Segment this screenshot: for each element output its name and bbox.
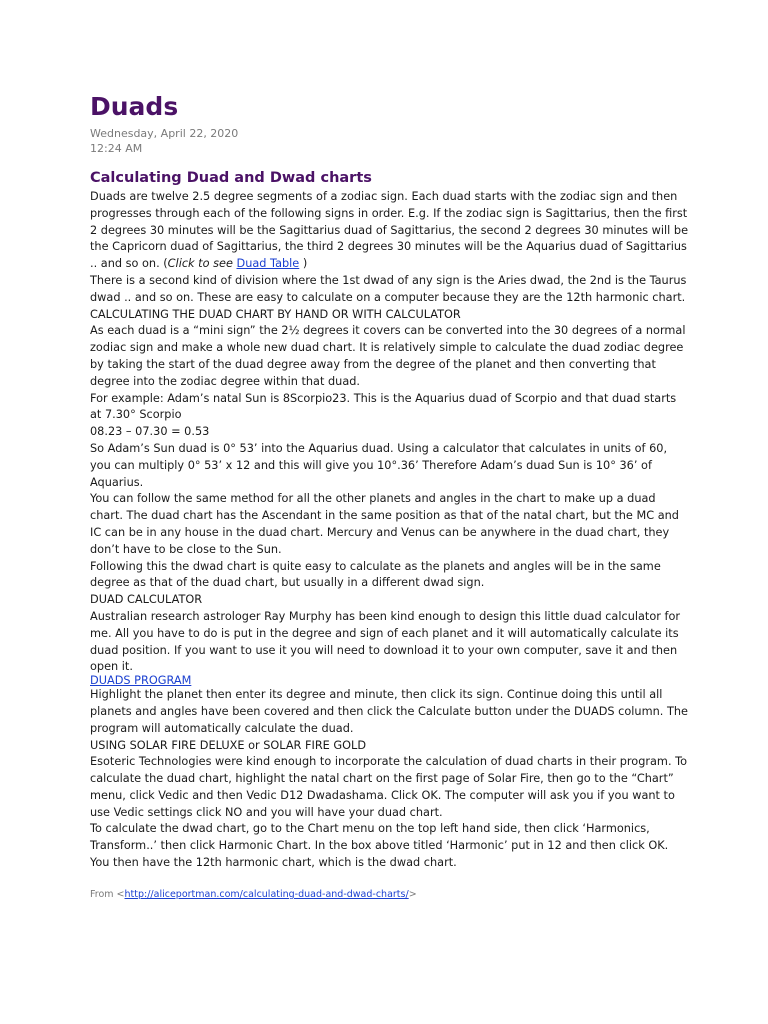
paragraph-intro-text: Duads are twelve 2.5 degree segments of a zodiac sign. Each duad starts with the zodiac sign and then progresses through each of the following signs in order. E.g. If the zodiac sign is Sagittarius, then the first 2 degrees 30 minutes will be the Sagittarius duad of Sagittarius, the second 2 degrees 30 minutes will be the Capricorn duad of Sagittarius, the third 2 degrees 30 minutes will be the Aquarius duad of Sagittarius .. and so on. ( [90,190,689,271]
paragraph-method: You can follow the same method for all the other planets and angles in the chart to make up a duad chart. The duad chart has the Ascendant in the same position as that of the natal chart, but the MC and IC can be in any house in the duad chart. Mercury and Venus can be anywhere in the duad chart, they don’t have to be close to the Sun. [90,492,679,556]
paragraph-dwad: There is a second kind of division where the 1st dwad of any sign is the Aries dwad, the 2nd is the Taurus dwad .. and so on. These are easy to calculate on a computer because they are the 12th harmonic chart. [90,273,687,304]
note-date: Wednesday, April 22, 2020 [90,127,239,140]
source-suffix: > [408,888,417,900]
paragraph-example: For example: Adam’s natal Sun is 8Scorpio23. This is the Aquarius duad of Scorpio and that duad starts at 7.30° Scorpio [90,391,677,422]
paragraph-intro [90,189,690,273]
page-title: Duads [90,92,179,121]
source-link[interactable]: http://aliceportman.com/calculating-duad-and-dwad-charts/ [124,888,409,900]
source-line [90,888,690,901]
note-time: 12:24 AM [90,142,143,155]
paragraph-ray-murphy: Australian research astrologer Ray Murphy has been kind enough to design this little duad calculator for me. All you have to do is put in the degree and sign of each planet and it will automatically calculate its duad position. If you want to use it you will need to download it to your own computer, save it and then open it. [90,609,681,674]
heading-solar-fire: USING SOLAR FIRE DELUXE or SOLAR FIRE GOLD [90,738,367,752]
paragraph-dwad-chart: Following this the dwad chart is quite easy to calculate as the planets and angles will be in the same degree as that of the duad chart, but usually in a different dwad sign. [90,559,661,590]
source-prefix: From < [90,888,125,900]
heading-by-hand: CALCULATING THE DUAD CHART BY HAND OR WITH CALCULATOR [90,307,461,321]
note-page [90,88,690,901]
paragraph-subtraction: 08.23 – 07.30 = 0.53 [90,425,210,439]
section-heading: Calculating Duad and Dwad charts [90,170,372,186]
paragraph-mini-sign: As each duad is a “mini sign” the 2½ degrees it covers can be converted into the 30 degrees of a normal zodiac sign and make a whole new duad chart. It is relatively simple to calculate the duad zodiac degree by taking the start of the duad degree away from the degree of the planet and then converting that degree into the zodiac degree within that duad. [90,324,686,388]
note-body [90,189,690,872]
paragraph-esoteric: Esoteric Technologies were kind enough to incorporate the calculation of duad charts in their program. To calculate the duad chart, highlight the natal chart on the first page of Solar Fire, then go to the “Chart” menu, click Vedic and then Vedic D12 Dwadashama. Click OK. The computer will ask you if you want to use Vedic settings click NO and you will have your duad chart. [90,755,688,819]
paragraph-dwad-solar-fire: To calculate the dwad chart, go to the Chart menu on the top left hand side, then click ‘Harmonics, Transform..’ then click Harmonic Chart. In the box above titled ‘Harmonic’ put in 12 and then click OK. You then have the 12th harmonic chart, which is the dwad chart. [90,822,669,870]
paragraph-sun-duad: So Adam’s Sun duad is 0° 53’ into the Aquarius duad. Using a calculator that calculates in units of 60, you can multiply 0° 53’ x 12 and this will give you 10°.36’ Therefore Adam’s duad Sun is 10° 36’ of Aquarius. [90,441,668,489]
heading-duad-calculator: DUAD CALCULATOR [90,593,203,607]
paragraph-highlight-planet: Highlight the planet then enter its degree and minute, then click its sign. Continue doing this until all planets and angles have been covered and then click the Calculate button under the DUADS column. The program will automatically calculate the duad. [90,688,688,735]
click-to-see-text: Click to see [167,257,237,271]
paragraph-intro-close: ) [299,257,308,271]
duad-table-link[interactable]: Duad Table [236,257,300,271]
duads-program-link[interactable]: DUADS PROGRAM [90,674,192,688]
